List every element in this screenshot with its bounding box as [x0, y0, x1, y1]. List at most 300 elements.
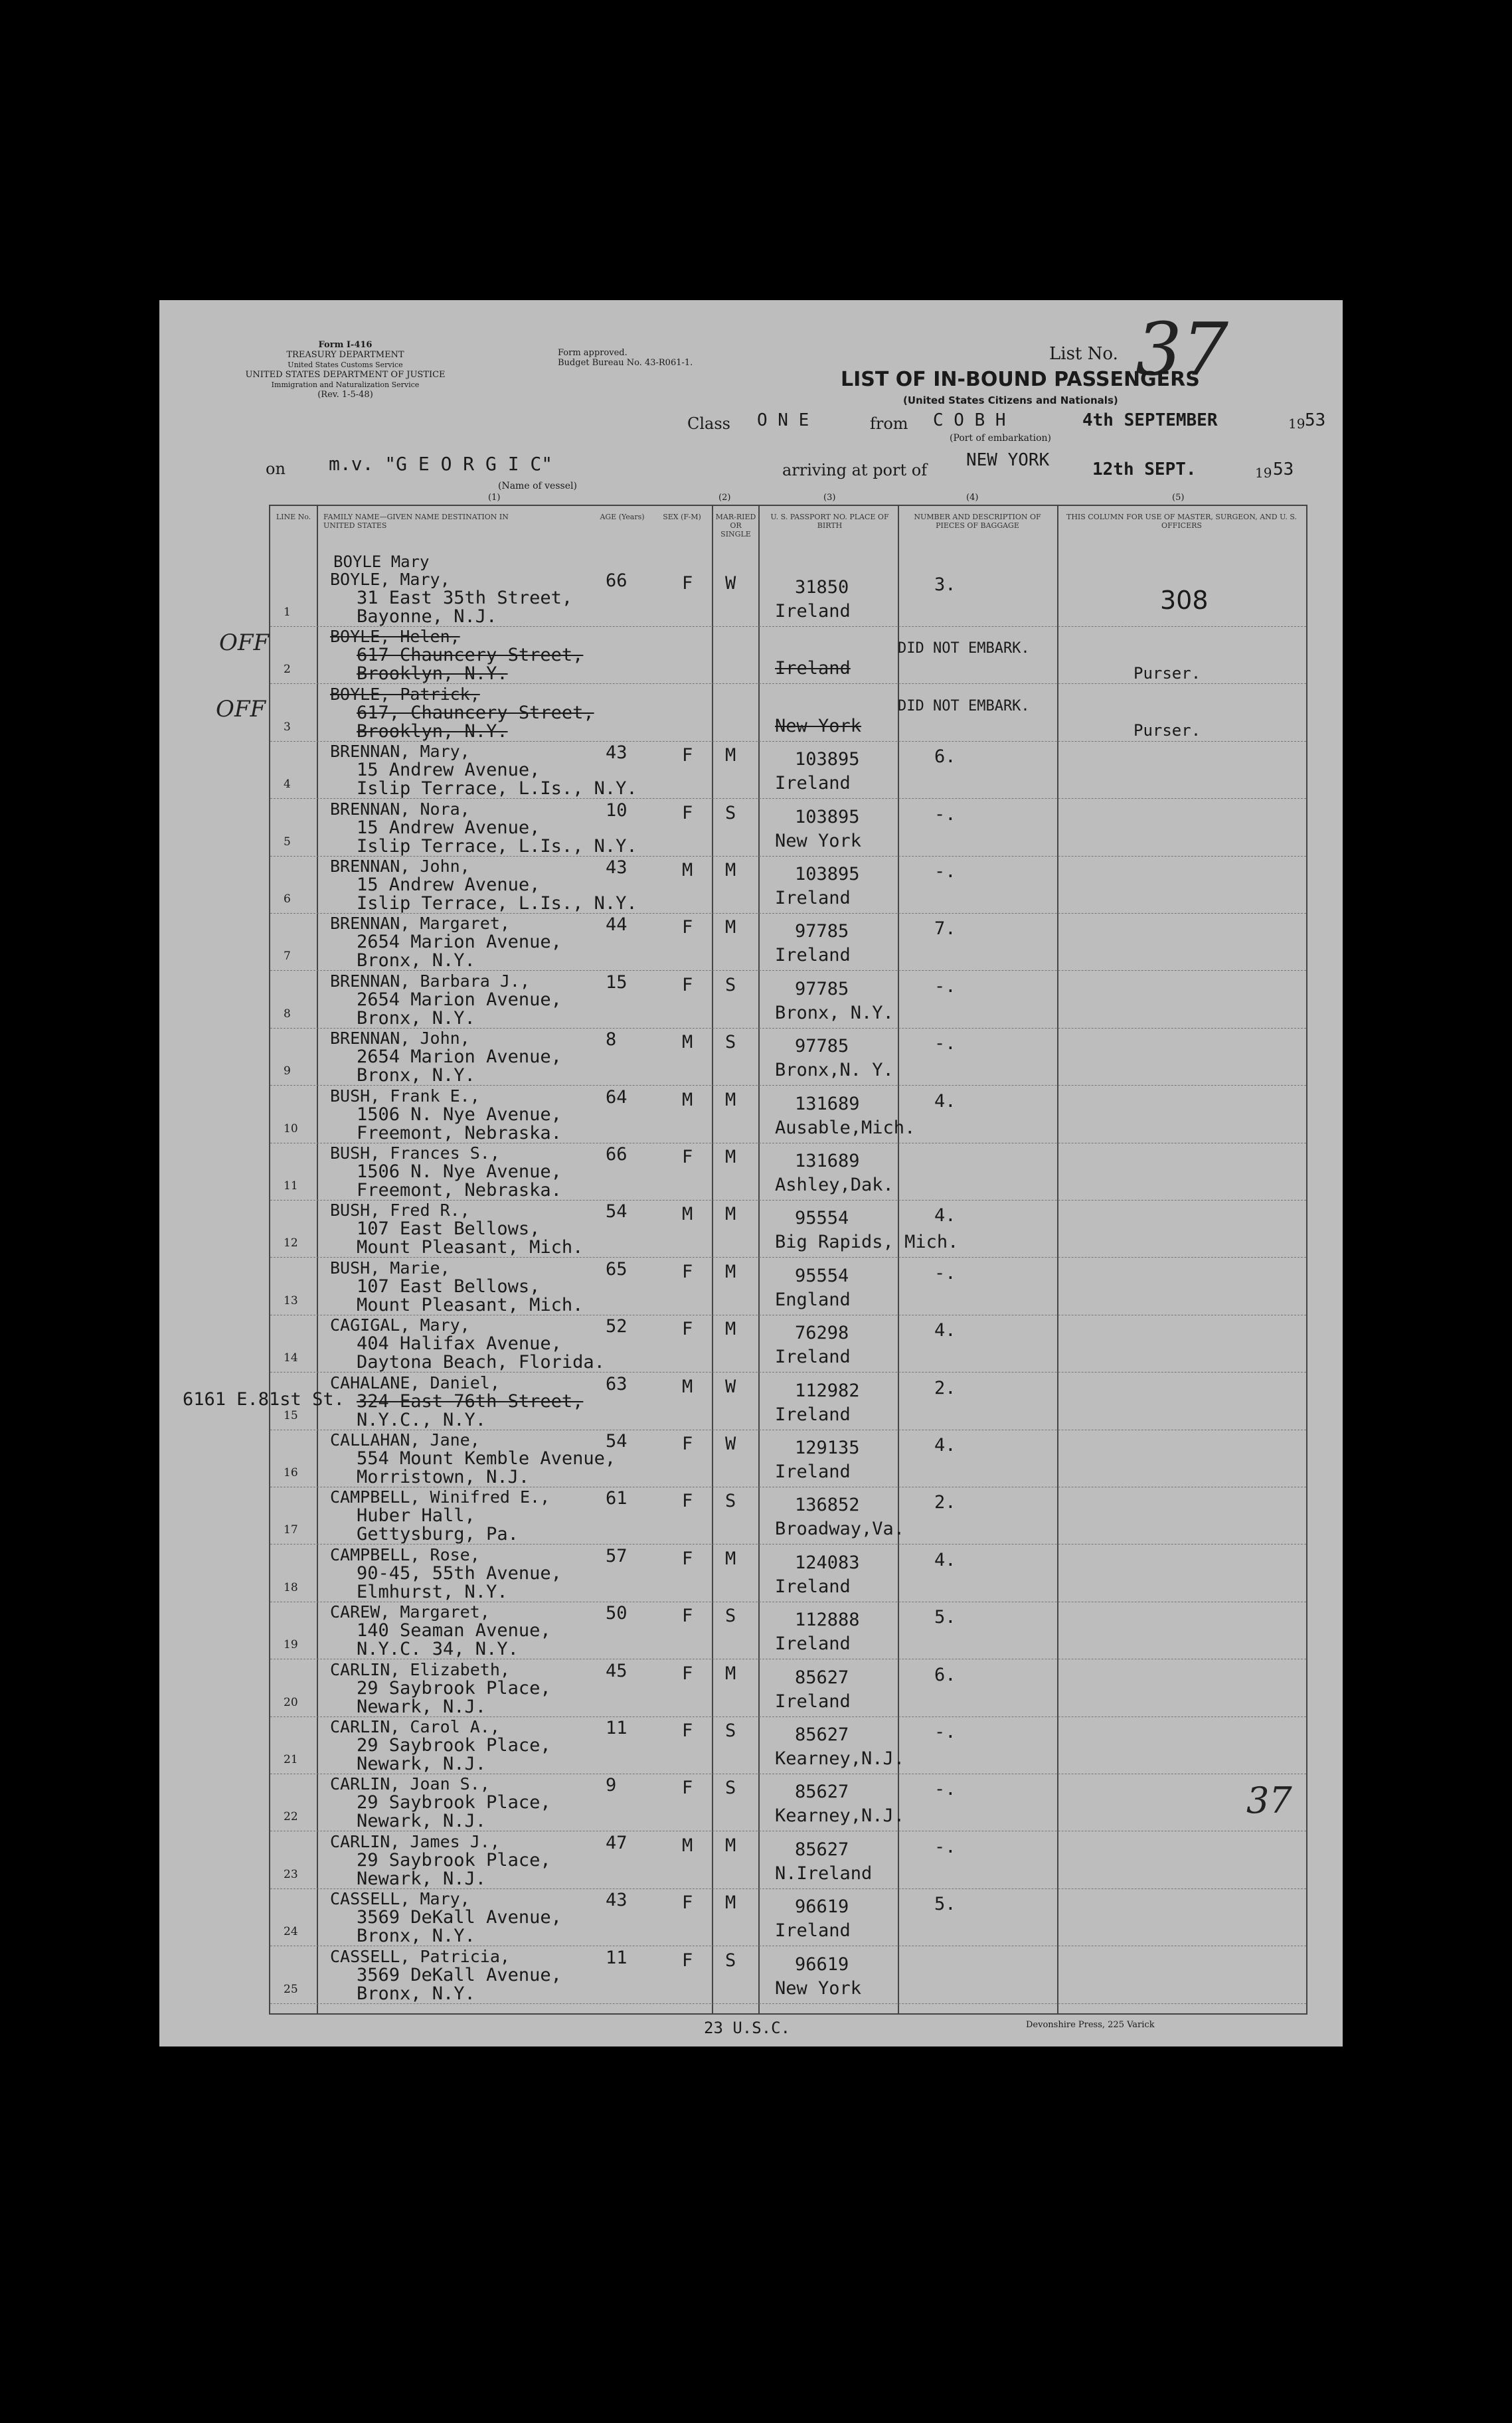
birthplace: Kearney,N.J. [775, 1748, 905, 1769]
marital-status: W [725, 573, 736, 594]
port-embark-label: (Port of embarkation) [950, 433, 1051, 444]
sex: F [682, 1663, 693, 1684]
sex: F [682, 802, 693, 823]
passport-no: 85627 [795, 1667, 849, 1688]
sex: M [682, 1032, 693, 1053]
sex: M [682, 860, 693, 880]
address-line-2: Islip Terrace, L.Is., N.Y. [357, 835, 637, 857]
address-line-1: 140 Seaman Avenue, [357, 1620, 551, 1641]
address-line-2: Newark, N.J. [357, 1696, 487, 1717]
sex: F [682, 974, 693, 995]
table-row [270, 1430, 1306, 1487]
birthplace: England [775, 1289, 851, 1310]
passenger-table [269, 505, 1307, 2015]
purser-note-2: Purser. [1134, 721, 1201, 740]
departure-date: 4th SEPTEMBER [1082, 410, 1218, 430]
line-no: 11 [284, 1179, 298, 1193]
passport-no: 85627 [795, 1839, 849, 1860]
birthplace: Ausable,Mich. [775, 1117, 916, 1138]
address-line-1: 3569 DeKall Avenue, [357, 1964, 562, 1985]
footer-code: 23 U.S.C. [704, 2019, 791, 2037]
form-revision: (Rev. 1-5-48) [317, 390, 373, 400]
address-line-2: Freemont, Nebraska. [357, 1122, 562, 1143]
birthplace: Ireland [775, 1404, 851, 1425]
table-row [270, 1888, 1306, 1946]
address-line-1: 1506 N. Nye Avenue, [357, 1161, 562, 1182]
marital-status: M [725, 1204, 736, 1225]
sex: F [682, 1319, 693, 1340]
age: 45 [606, 1660, 628, 1681]
age: 57 [606, 1545, 628, 1566]
line-no: 1 [284, 606, 291, 619]
address-line-2: Elmhurst, N.Y. [357, 1581, 508, 1602]
line-no: 17 [284, 1523, 298, 1537]
birthplace: Ashley,Dak. [775, 1175, 894, 1195]
line-no: 8 [284, 1007, 291, 1021]
address-line-2: Newark, N.J. [357, 1754, 487, 1774]
form-approval [558, 348, 757, 368]
address-line-1: 2654 Marion Avenue, [357, 989, 562, 1010]
departure-year: 53 [1305, 410, 1326, 430]
address-correction: 6161 E.81st St. [183, 1389, 345, 1410]
passenger-name: BUSH, Frances S., [330, 1143, 500, 1163]
birthplace: N.Ireland [775, 1863, 873, 1884]
passenger-name: BRENNAN, John, [330, 857, 470, 876]
birthplace: New York [775, 830, 862, 851]
table-row [270, 1258, 1306, 1315]
line-no: 25 [284, 1982, 298, 1996]
age: 54 [606, 1201, 628, 1222]
baggage: -. [934, 1779, 956, 1800]
line-no: 6 [284, 892, 291, 906]
table-row [270, 1200, 1306, 1258]
line-no: 3 [284, 720, 291, 734]
passport-no: 112888 [795, 1610, 860, 1631]
marital-status: M [725, 1835, 736, 1856]
sex: F [682, 1147, 693, 1167]
passenger-name: CAMPBELL, Winifred E., [330, 1487, 550, 1507]
vessel-label: (Name of vessel) [498, 481, 577, 491]
list-no-label: List No. [1049, 344, 1118, 364]
line-no: 15 [284, 1408, 298, 1422]
passenger-name: CAHALANE, Daniel, [330, 1373, 500, 1392]
line-no: 23 [284, 1867, 298, 1881]
passenger-name: BRENNAN, Mary, [330, 742, 470, 762]
age: 47 [606, 1832, 628, 1853]
baggage: 4. [934, 1090, 956, 1112]
passenger-name: CASSELL, Patricia, [330, 1946, 510, 1966]
sex: F [682, 1892, 693, 1914]
baggage: -. [934, 1722, 956, 1742]
address-line-2: Bayonne, N.J. [357, 606, 497, 627]
marital-status: M [725, 860, 736, 880]
address-line-2: Islip Terrace, L.Is., N.Y. [357, 893, 637, 914]
purser-note-1: Purser. [1134, 664, 1201, 683]
passport-no: 97785 [795, 1036, 849, 1057]
passenger-name: CAREW, Margaret, [330, 1602, 490, 1622]
address-line-1: 617 Chauncery Street, [357, 645, 584, 666]
from-port: C O B H [933, 410, 1006, 430]
passport-no: 96619 [795, 1954, 849, 1975]
sex: F [682, 573, 693, 594]
age: 43 [606, 857, 628, 878]
passenger-name: BUSH, Fred R., [330, 1201, 470, 1220]
baggage: 4. [934, 1549, 956, 1570]
age: 61 [606, 1488, 628, 1509]
line-no: 24 [284, 1925, 298, 1939]
passenger-name: BUSH, Frank E., [330, 1086, 480, 1106]
line-no: 2 [284, 663, 291, 677]
sex: F [682, 1261, 693, 1282]
baggage: 7. [934, 918, 956, 940]
age: 63 [606, 1373, 628, 1394]
age: 11 [606, 1947, 628, 1968]
marital-status: W [725, 1376, 736, 1397]
line-no: 9 [284, 1064, 291, 1078]
passenger-name: BRENNAN, Barbara J., [330, 971, 531, 991]
table-row [270, 971, 1306, 1029]
address-line-2: Brooklyn, N.Y. [357, 663, 508, 685]
baggage: -. [934, 1033, 956, 1054]
address-line-1: 324 East 76th Street, [357, 1390, 584, 1412]
passport-no: 97785 [795, 921, 849, 942]
address-line-1: 29 Saybrook Place, [357, 1677, 551, 1699]
col-num-5: (5) [1172, 493, 1185, 503]
baggage: 2. [934, 1492, 956, 1513]
sex: F [682, 1548, 693, 1569]
passport-no: 112982 [795, 1380, 860, 1401]
address-line-2: Bronx, N.Y. [357, 1926, 475, 1947]
table-row [270, 741, 1306, 799]
address-line-2: Daytona Beach, Florida. [357, 1352, 605, 1373]
passport-no: 31850 [795, 577, 849, 598]
address-line-2: Newark, N.J. [357, 1868, 487, 1889]
passport-no: 103895 [795, 749, 860, 770]
table-row [270, 1487, 1306, 1545]
address-line-2: Mount Pleasant, Mich. [357, 1237, 584, 1258]
address-line-2: Brooklyn, N.Y. [357, 720, 508, 742]
baggage: -. [934, 975, 956, 997]
address-line-1: 107 East Bellows, [357, 1218, 541, 1240]
age: 9 [606, 1775, 617, 1796]
marital-status: S [725, 1720, 736, 1741]
col-header-passport: U. S. PASSPORT NO. PLACE OF BIRTH [770, 513, 889, 530]
line-no: 22 [284, 1810, 298, 1824]
justice-dept: UNITED STATES DEPARTMENT OF JUSTICE [245, 370, 446, 380]
baggage: -. [934, 803, 956, 825]
margin-number-37: 37 [1246, 1780, 1292, 1821]
table-row [270, 1946, 1306, 2004]
address-line-1: 2654 Marion Avenue, [357, 932, 562, 953]
age: 66 [606, 570, 628, 591]
table-row [270, 799, 1306, 857]
passport-no: 136852 [795, 1495, 860, 1516]
table-row [270, 856, 1306, 914]
baggage: -. [934, 1262, 956, 1284]
passenger-name: CARLIN, Joan S., [330, 1774, 490, 1794]
passenger-name: BRENNAN, John, [330, 1029, 470, 1048]
table-row [270, 913, 1306, 971]
address-line-1: 29 Saybrook Place, [357, 1792, 551, 1813]
class-label: Class [687, 414, 730, 433]
passport-no: 96619 [795, 1896, 849, 1918]
address-line-2: Mount Pleasant, Mich. [357, 1294, 584, 1315]
age: 65 [606, 1258, 628, 1280]
marital-status: M [725, 745, 736, 766]
marital-status: S [725, 1032, 736, 1053]
passenger-name: CARLIN, Carol A., [330, 1717, 500, 1736]
passport-no: 103895 [795, 864, 860, 884]
off-note-1: OFF [219, 629, 270, 656]
age: 52 [606, 1316, 628, 1337]
passport-no: 85627 [795, 1724, 849, 1745]
line-no: 4 [284, 778, 291, 792]
col-num-3: (3) [823, 493, 836, 503]
birthplace: Ireland [775, 601, 851, 622]
marital-status: S [725, 802, 736, 823]
sex: F [682, 1778, 693, 1799]
birthplace: Ireland [775, 1633, 851, 1655]
baggage: DID NOT EMBARK. [898, 640, 1030, 657]
arrival-year: 53 [1273, 460, 1294, 479]
address-line-2: Bronx, N.Y. [357, 1983, 475, 2004]
address-line-1: 15 Andrew Avenue, [357, 760, 541, 781]
passport-no: 129135 [795, 1438, 860, 1458]
baggage: 2. [934, 1377, 956, 1398]
age: 10 [606, 799, 628, 821]
birthplace: New York [775, 715, 862, 736]
passenger-name: CARLIN, Elizabeth, [330, 1659, 510, 1679]
address-line-1: 107 East Bellows, [357, 1276, 541, 1297]
treasury-dept: TREASURY DEPARTMENT [286, 350, 404, 360]
passenger-name: BUSH, Marie, [330, 1258, 450, 1278]
address-line-2: Newark, N.J. [357, 1811, 487, 1832]
passenger-name: CALLAHAN, Jane, [330, 1430, 480, 1450]
address-line-1: 15 Andrew Avenue, [357, 875, 541, 895]
address-line-2: Islip Terrace, L.Is., N.Y. [357, 778, 637, 799]
budget-bureau: Budget Bureau No. 43-R061-1. [558, 358, 693, 368]
birthplace: Ireland [775, 773, 851, 794]
address-line-1: 1506 N. Nye Avenue, [357, 1104, 562, 1125]
sex: F [682, 1950, 693, 1971]
table-row [270, 1028, 1306, 1086]
passport-no: 95554 [795, 1208, 849, 1229]
address-line-2: Gettysburg, Pa. [357, 1524, 519, 1545]
address-line-1: 617, Chauncery Street, [357, 702, 594, 723]
table-row [270, 1373, 1306, 1430]
address-line-2: Freemont, Nebraska. [357, 1180, 562, 1201]
age: 43 [606, 742, 628, 764]
marital-status: S [725, 1778, 736, 1799]
birthplace: New York [775, 1977, 862, 1999]
birthplace: Broadway,Va. [775, 1519, 905, 1540]
passport-no: 97785 [795, 978, 849, 999]
marital-status: S [725, 974, 736, 995]
address-line-1: 2654 Marion Avenue, [357, 1046, 562, 1068]
marital-status: M [725, 1892, 736, 1914]
marital-status: M [725, 1261, 736, 1282]
table-row [270, 1086, 1306, 1143]
birthplace: Ireland [775, 945, 851, 966]
line-no: 13 [284, 1294, 298, 1307]
passenger-name: CASSELL, Mary, [330, 1889, 470, 1909]
address-line-1: 554 Mount Kemble Avenue, [357, 1448, 616, 1469]
address-line-1: 90-45, 55th Avenue, [357, 1562, 562, 1584]
marital-status: M [725, 1548, 736, 1569]
arriving-label: arriving at port of [782, 461, 928, 479]
sex: M [682, 1089, 693, 1110]
form-approved: Form approved. [558, 348, 628, 358]
col-header-officers: THIS COLUMN FOR USE OF MASTER, SURGEON, AND U. S. OFFICERS [1066, 513, 1297, 530]
line-no: 18 [284, 1580, 298, 1594]
baggage: 3. [934, 574, 956, 595]
col-header-married: MAR-RIED OR SINGLE [715, 513, 756, 539]
ins-service: Immigration and Naturalization Service [271, 380, 420, 389]
sex: F [682, 1606, 693, 1627]
address-line-2: Bronx, N.Y. [357, 950, 475, 971]
table-row [270, 1831, 1306, 1889]
line-no: 5 [284, 835, 291, 849]
baggage: 4. [934, 1205, 956, 1226]
sex: M [682, 1376, 693, 1397]
col-header-line: LINE No. [276, 513, 311, 521]
address-line-1: 29 Saybrook Place, [357, 1849, 551, 1871]
marital-status: S [725, 1606, 736, 1627]
table-row [270, 1143, 1306, 1201]
sex: F [682, 1434, 693, 1454]
baggage: DID NOT EMBARK. [898, 697, 1030, 714]
arrival-port: NEW YORK [966, 450, 1050, 470]
age: 44 [606, 914, 628, 936]
age: 11 [606, 1718, 628, 1738]
passenger-name: BOYLE, Patrick, [330, 684, 480, 704]
passenger-name: BRENNAN, Margaret, [330, 914, 510, 934]
arrival-date: 12th SEPT. [1092, 460, 1197, 479]
vessel-name: m.v. "G E O R G I C" [329, 453, 553, 475]
birthplace: Ireland [775, 888, 851, 908]
age: 64 [606, 1086, 628, 1108]
passenger-name: CAGIGAL, Mary, [330, 1315, 470, 1335]
age: 50 [606, 1603, 628, 1624]
line-no: 12 [284, 1236, 298, 1250]
from-label: from [870, 414, 908, 433]
address-line-1: 15 Andrew Avenue, [357, 817, 541, 838]
baggage: 5. [934, 1607, 956, 1628]
table-row [270, 1774, 1306, 1831]
passport-no: 124083 [795, 1552, 860, 1573]
passport-no: 85627 [795, 1782, 849, 1803]
sex: M [682, 1204, 693, 1225]
col-header-age: AGE (Years) [600, 513, 645, 521]
baggage: -. [934, 861, 956, 882]
baggage: 4. [934, 1435, 956, 1456]
on-label: on [266, 460, 286, 478]
table-row [270, 1315, 1306, 1373]
row1-name-overwrite: BOYLE Mary [333, 552, 430, 571]
address-line-2: Bronx, N.Y. [357, 1007, 475, 1029]
line-no: 21 [284, 1753, 298, 1766]
table-row [270, 1716, 1306, 1774]
marital-status: M [725, 1319, 736, 1340]
passenger-name: CARLIN, James J., [330, 1831, 500, 1851]
baggage: 6. [934, 1664, 956, 1685]
sex: F [682, 1720, 693, 1741]
marital-status: W [725, 1434, 736, 1454]
col-num-2: (2) [718, 493, 731, 503]
birthplace: Bronx,N. Y. [775, 1060, 894, 1081]
address-line-2: Morristown, N.J. [357, 1467, 530, 1487]
customs-service: United States Customs Service [288, 361, 403, 369]
age: 66 [606, 1144, 628, 1165]
birthplace: Ireland [775, 1576, 851, 1597]
table-row [270, 1659, 1306, 1717]
document-title: LIST OF IN-BOUND PASSENGERS [841, 368, 1200, 391]
address-line-1: 404 Halifax Avenue, [357, 1333, 562, 1355]
address-line-1: 31 East 35th Street, [357, 588, 573, 608]
baggage: -. [934, 1836, 956, 1857]
address-line-2: Bronx, N.Y. [357, 1065, 475, 1086]
passenger-name: BRENNAN, Nora, [330, 799, 470, 819]
sex: F [682, 745, 693, 766]
birthplace: Ireland [775, 1691, 851, 1712]
age: 43 [606, 1890, 628, 1911]
list-no-handwritten: 37 [1135, 307, 1228, 392]
year-prefix-1: 19 [1288, 416, 1305, 432]
form-number: Form I-416 [318, 340, 373, 350]
table-row [270, 1545, 1306, 1602]
col-header-baggage: NUMBER AND DESCRIPTION OF PIECES OF BAGGAGE [914, 513, 1041, 530]
birthplace: Ireland [775, 658, 851, 679]
line-no: 20 [284, 1695, 298, 1709]
baggage: 6. [934, 746, 956, 768]
marital-status: S [725, 1491, 736, 1512]
line-no: 19 [284, 1638, 298, 1652]
year-prefix-2: 19 [1255, 465, 1272, 481]
birthplace: Bronx, N.Y. [775, 1002, 894, 1023]
document-subtitle: (United States Citizens and Nationals) [903, 394, 1118, 406]
marital-status: M [725, 1089, 736, 1110]
passenger-name: BOYLE, Helen, [330, 627, 460, 647]
birthplace: Kearney,N.J. [775, 1805, 905, 1827]
passport-no: 76298 [795, 1323, 849, 1344]
line-no: 14 [284, 1351, 298, 1365]
passport-no: 131689 [795, 1151, 860, 1171]
passenger-name: BOYLE, Mary, [330, 570, 450, 589]
marital-status: M [725, 917, 736, 938]
col-num-1: (1) [488, 493, 501, 503]
class-value: O N E [757, 410, 809, 430]
sex: F [682, 917, 693, 938]
address-line-2: N.Y.C. 34, N.Y. [357, 1639, 519, 1660]
address-line-2: N.Y.C., N.Y. [357, 1409, 487, 1430]
line-no: 10 [284, 1122, 298, 1135]
address-line-1: 3569 DeKall Avenue, [357, 1907, 562, 1928]
passenger-name: CAMPBELL, Rose, [330, 1545, 480, 1564]
sex: M [682, 1835, 693, 1856]
address-line-1: Huber Hall, [357, 1505, 475, 1527]
line-no: 16 [284, 1466, 298, 1479]
birthplace: Big Rapids, Mich. [775, 1232, 959, 1253]
marital-status: S [725, 1950, 736, 1971]
sex: F [682, 1491, 693, 1512]
passport-no: 95554 [795, 1265, 849, 1286]
birthplace: Ireland [775, 1347, 851, 1368]
passport-no: 131689 [795, 1093, 860, 1114]
marital-status: M [725, 1147, 736, 1167]
age: 54 [606, 1431, 628, 1452]
table-row [270, 1602, 1306, 1659]
col-num-4: (4) [966, 493, 979, 503]
